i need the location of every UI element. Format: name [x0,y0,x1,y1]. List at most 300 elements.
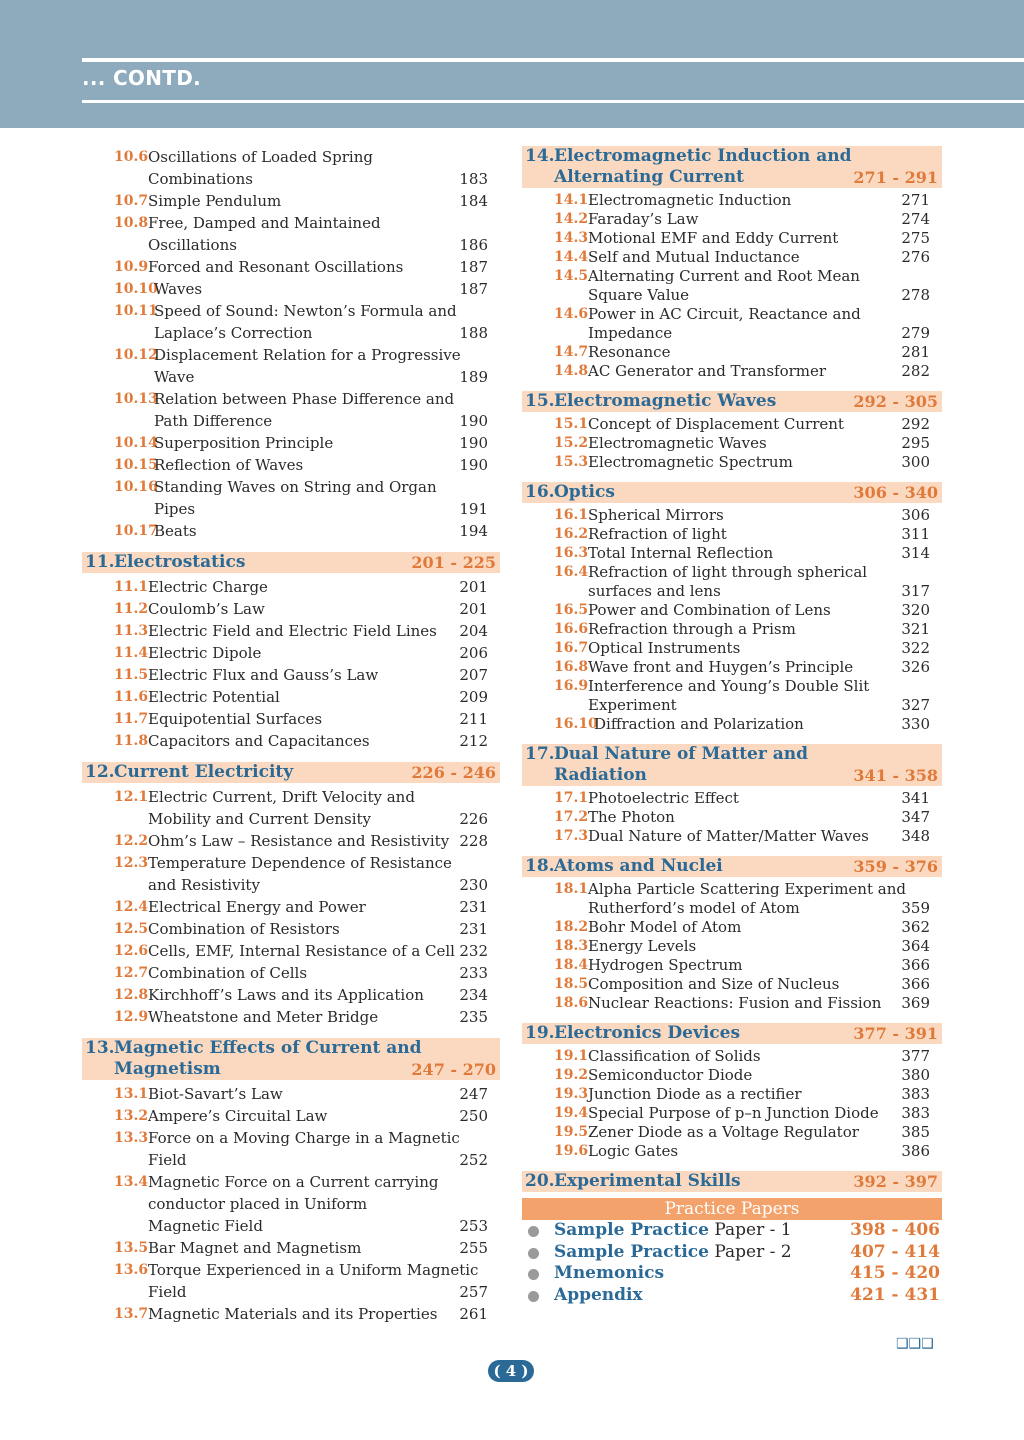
entry-page: 348 [901,827,930,845]
toc-entry [522,937,942,956]
toc-entry [82,190,500,212]
bullet-icon [528,1226,539,1237]
chapter-number: 17. [525,744,555,764]
chapter-number: 16. [525,482,555,502]
entry-title-text: Interference and Young’s Double Slit [588,677,870,695]
entry-title-line [588,324,942,343]
chapter-title-text: Current Electricity [114,762,294,782]
chapter-heading [522,146,942,188]
contents-left-column [82,146,500,1325]
entry-number: 13.1 [114,1086,149,1102]
entry-number: 10.15 [114,457,158,473]
toc-entry [522,563,942,601]
entry-page: 377 [901,1047,930,1065]
entry-title-text: Simple Pendulum [148,192,282,210]
chapter-title-text: Alternating Current [554,167,744,187]
entry-title-text: Reflection of Waves [154,456,304,474]
entry-title-text: Electric Flux and Gauss’s Law [148,666,379,684]
entry-number: 10.17 [114,523,158,539]
toc-entry [82,708,500,730]
entry-number: 16.5 [554,602,589,618]
toc-entry [82,940,500,962]
toc-entry [522,677,942,715]
practice-pages: 415 - 420 [850,1263,940,1283]
toc-entry [82,1105,500,1127]
entry-title-line [588,1123,942,1142]
entry-title-text: Energy Levels [588,937,697,955]
entry-number: 14.3 [554,230,589,246]
entry-number: 14.7 [554,344,589,360]
entry-page: 321 [901,620,930,638]
entry-page: 380 [901,1066,930,1084]
entry-page: 386 [901,1142,930,1160]
chapter-title [522,146,942,188]
chapter-title-line [114,762,500,783]
chapter-title-line [554,856,942,877]
toc-entry [522,362,942,381]
practice-title-bold: Sample Practice [554,1220,709,1240]
entry-title-line [148,212,500,234]
entry-number: 14.2 [554,211,589,227]
entry-title-line [154,344,500,366]
entry-page: 369 [901,994,930,1012]
entry-page: 362 [901,918,930,936]
header-rule-bottom [82,100,1024,103]
entry-page: 385 [901,1123,930,1141]
entry-title-line [148,1105,500,1127]
entry-number: 13.3 [114,1130,149,1146]
entry-title-text: Force on a Moving Charge in a Magnetic [148,1129,460,1147]
entry-number: 18.6 [554,995,589,1011]
contents-right-column [522,146,942,1306]
entry-number: 12.4 [114,899,149,915]
entry-page: 271 [901,191,930,209]
entry-title-line [588,1142,942,1161]
entry-title-line [154,322,500,344]
toc-entry [82,520,500,542]
entry-title-line [154,388,500,410]
toc-entry [82,1303,500,1325]
entry-page: 317 [901,582,930,600]
chapter-title-line [114,552,500,573]
entry-title-text: Alternating Current and Root Mean [588,267,860,285]
entry-title-line [148,940,500,962]
toc-entry [82,300,500,344]
entry-title-text: Combination of Resistors [148,920,340,938]
entry-title-text: surfaces and lens [588,582,721,600]
chapter-title-text: Optics [554,482,615,502]
entry-page: 190 [459,456,488,474]
toc-entry [522,1142,942,1161]
entry-number: 16.1 [554,507,589,523]
entry-title-line [148,1303,500,1325]
entry-number: 19.4 [554,1105,589,1121]
entry-title-line [148,918,500,940]
entry-number: 11.8 [114,733,149,749]
chapter-title [82,552,500,573]
entry-page: 320 [901,601,930,619]
entry-number: 16.4 [554,564,589,580]
toc-entry [522,343,942,362]
chapter-pages: 341 - 358 [853,766,938,785]
entry-title-line [588,620,942,639]
entry-title-line [148,1127,500,1149]
entry-title-line [148,1006,500,1028]
entry-page: 209 [459,688,488,706]
entry-page: 233 [459,964,488,982]
entry-title-line [148,874,500,896]
entry-title-text: Power in AC Circuit, Reactance and [588,305,861,323]
entry-title-text: Capacitors and Capacitances [148,732,370,750]
entry-title-line [148,664,500,686]
toc-entry [82,918,500,940]
entry-title-text: Faraday’s Law [588,210,699,228]
toc-entry [82,146,500,190]
chapter-title-text: Dual Nature of Matter and [554,744,809,764]
entry-title-line [154,278,500,300]
entry-title-line [588,677,942,696]
entry-title-text: Combination of Cells [148,964,308,982]
toc-entry [522,267,942,305]
entry-page: 257 [459,1283,488,1301]
entry-page: 231 [459,898,488,916]
entry-title-text: Semiconductor Diode [588,1066,753,1084]
chapter-number: 13. [85,1038,115,1058]
toc-entry [82,620,500,642]
toc-entry [82,852,500,896]
entry-title-line [588,658,942,677]
entry-title-text: Motional EMF and Eddy Current [588,229,839,247]
chapter-title [522,482,942,503]
entry-title-text: Oscillations of Loaded Spring [148,148,373,166]
entry-page: 383 [901,1104,930,1122]
entry-title-text: Self and Mutual Inductance [588,248,800,266]
entry-title-line [148,576,500,598]
practice-row [522,1263,942,1285]
entry-page: 281 [901,343,930,361]
practice-title [554,1242,792,1264]
entry-number: 10.14 [114,435,158,451]
entry-title-text: Concept of Displacement Current [588,415,844,433]
entry-number: 14.6 [554,306,589,322]
chapter-title-line [114,1038,500,1059]
entry-title-line [148,1193,500,1215]
toc-entry [522,880,942,918]
entry-number: 19.5 [554,1124,589,1140]
entry-number: 11.3 [114,623,149,639]
entry-page: 326 [901,658,930,676]
entry-title-text: Mobility and Current Density [148,810,372,828]
entry-number: 18.1 [554,881,589,897]
chapter-pages: 271 - 291 [853,168,938,187]
entry-number: 13.7 [114,1306,149,1322]
entry-title-text: Relation between Phase Difference and [154,390,455,408]
entry-title-line [148,686,500,708]
toc-entry [522,544,942,563]
entry-title-line [148,808,500,830]
entry-title-line [588,305,942,324]
entry-title-text: Ampere’s Circuital Law [148,1107,328,1125]
chapter-number: 18. [525,856,555,876]
chapter-title-line [554,1023,942,1044]
entry-number: 14.5 [554,268,589,284]
section-spacer [522,381,942,391]
toc-entry [82,598,500,620]
practice-title-bold: Sample Practice [554,1241,709,1262]
chapter-number: 20. [525,1171,555,1191]
toc-entry [522,210,942,229]
entry-number: 16.2 [554,526,589,542]
chapter-pages: 247 - 270 [411,1060,496,1079]
toc-entry [82,1171,500,1237]
entry-title-text: Path Difference [154,412,273,430]
entry-title-text: Zener Diode as a Voltage Regulator [588,1123,859,1141]
practice-title [554,1285,643,1307]
entry-title-line [148,234,500,256]
entry-title-text: Superposition Principle [154,434,334,452]
entry-title-line [148,1083,500,1105]
entry-page: 189 [459,368,488,386]
entry-page: 276 [901,248,930,266]
entry-page: 314 [901,544,930,562]
entry-page: 212 [459,732,488,750]
entry-title-line [588,362,942,381]
entry-number: 13.4 [114,1174,149,1190]
toc-entry [522,620,942,639]
entry-page: 250 [459,1107,488,1125]
entry-title-line [154,300,500,322]
entry-title-text: Junction Diode as a rectifier [588,1085,802,1103]
entry-number: 15.1 [554,416,589,432]
entry-title-text: Nuclear Reactions: Fusion and Fission [588,994,882,1012]
entry-title-text: Wheatstone and Meter Bridge [148,1008,379,1026]
chapter-title [522,744,942,786]
chapter-title-line [554,765,942,786]
chapter-heading [522,744,942,786]
entry-title-text: Experiment [588,696,677,714]
entry-page: 282 [901,362,930,380]
chapter-heading [522,856,942,877]
chapter-pages: 377 - 391 [853,1024,938,1043]
entry-number: 16.10 [554,716,598,732]
header-title: ... CONTD. [82,66,202,90]
entry-title-text: Square Value [588,286,690,304]
entry-title-text: Pipes [154,500,196,518]
entry-page: 383 [901,1085,930,1103]
chapter-heading [82,1038,500,1080]
entry-page: 347 [901,808,930,826]
entry-title-text: Bar Magnet and Magnetism [148,1239,362,1257]
chapter-title [522,1171,942,1192]
entry-number: 16.8 [554,659,589,675]
entry-number: 18.2 [554,919,589,935]
entry-page: 330 [901,715,930,733]
entry-number: 10.12 [114,347,158,363]
entry-number: 11.5 [114,667,149,683]
toc-entry [82,664,500,686]
chapter-title-line [114,1059,500,1080]
toc-entry [82,388,500,432]
entry-page: 292 [901,415,930,433]
practice-papers-list [522,1220,942,1306]
entry-number: 10.11 [114,303,158,319]
entry-page: 322 [901,639,930,657]
entry-title-text: Magnetic Field [148,1217,263,1235]
entry-title-text: Wave [154,368,195,386]
entry-page: 188 [459,324,488,342]
entry-page: 341 [901,789,930,807]
toc-entry [522,305,942,343]
practice-title-rest: Paper - 2 [708,1241,792,1262]
entry-title-line [148,146,500,168]
chapter-pages: 201 - 225 [411,553,496,572]
toc-entry [522,1104,942,1123]
entry-title-line [154,432,500,454]
entry-title-line [588,415,942,434]
entry-title-line [588,229,942,248]
toc-entry [522,1047,942,1066]
toc-entry [522,191,942,210]
chapter-number: 11. [85,552,115,572]
practice-title [554,1220,792,1242]
practice-pages: 407 - 414 [850,1241,940,1262]
entry-title-line [148,1237,500,1259]
entry-number: 15.2 [554,435,589,451]
entry-title-line [148,1171,500,1193]
entry-number: 12.7 [114,965,149,981]
entry-number: 12.6 [114,943,149,959]
toc-entry [522,658,942,677]
chapter-title [522,391,942,412]
practice-pages: 398 - 406 [850,1220,940,1240]
chapter-pages: 392 - 397 [853,1172,938,1191]
chapter-title-text: Electromagnetic Waves [554,391,777,411]
entry-page: 253 [459,1217,488,1235]
entry-title-text: Impedance [588,324,673,342]
entry-title-line [588,975,942,994]
entry-title-text: Equipotential Surfaces [148,710,323,728]
entry-page: 278 [901,286,930,304]
toc-entry [522,994,942,1013]
entry-title-text: Diffraction and Polarization [594,715,804,733]
entry-number: 18.4 [554,957,589,973]
toc-entry [522,415,942,434]
practice-title-bold: Mnemonics [554,1263,665,1283]
section-spacer [82,542,500,552]
entry-title-line [588,1104,942,1123]
entry-number: 12.8 [114,987,149,1003]
entry-number: 16.3 [554,545,589,561]
entry-page: 191 [459,500,488,518]
entry-title-line [588,639,942,658]
chapter-title-text: Radiation [554,765,647,785]
entry-number: 15.3 [554,454,589,470]
entry-title-line [588,286,942,305]
toc-entry [82,1006,500,1028]
entry-page: 183 [459,170,488,188]
entry-title-line [588,1085,942,1104]
entry-title-line [588,994,942,1013]
practice-papers-heading: Practice Papers [522,1198,942,1220]
toc-entry [82,896,500,918]
practice-title-bold: Appendix [554,1284,643,1305]
entry-page: 194 [459,522,488,540]
entry-page: 255 [459,1239,488,1257]
toc-entry [522,808,942,827]
entry-number: 17.1 [554,790,589,806]
entry-title-text: Beats [154,522,197,540]
entry-page: 204 [459,622,488,640]
entry-title-line [588,601,942,620]
entry-number: 19.2 [554,1067,589,1083]
toc-entry [522,434,942,453]
entry-number: 12.3 [114,855,149,871]
header-band [0,0,1024,128]
chapter-title [522,856,942,877]
toc-entry [82,1083,500,1105]
toc-entry [522,229,942,248]
entry-title-text: Electric Charge [148,578,268,596]
entry-number: 16.7 [554,640,589,656]
entry-title-text: and Resistivity [148,876,260,894]
entry-page: 359 [901,899,930,917]
toc-entry [522,639,942,658]
entry-number: 19.1 [554,1048,589,1064]
entry-title-text: Electric Field and Electric Field Lines [148,622,437,640]
toc-entry [82,1127,500,1171]
entry-number: 12.5 [114,921,149,937]
entry-title-text: Logic Gates [588,1142,679,1160]
entry-page: 364 [901,937,930,955]
entry-title-line [588,808,942,827]
entry-title-line [154,410,500,432]
toc-entry [82,1259,500,1303]
entry-title-line [148,1281,500,1303]
chapter-heading [522,1171,942,1192]
entry-title-line [588,1066,942,1085]
entry-page: 366 [901,956,930,974]
entry-number: 16.6 [554,621,589,637]
toc-entry [522,248,942,267]
bullet-icon [528,1269,539,1280]
entry-title-line [588,453,942,472]
entry-title-line [154,454,500,476]
toc-entry [82,432,500,454]
entry-title-text: Hydrogen Spectrum [588,956,743,974]
entry-number: 14.8 [554,363,589,379]
entry-title-line [154,520,500,542]
entry-title-text: Alpha Particle Scattering Experiment and [588,880,906,898]
practice-row [522,1285,942,1307]
toc-entry [522,506,942,525]
entry-title-line [594,715,942,734]
toc-entry [82,642,500,664]
toc-entry [82,830,500,852]
entry-page: 211 [459,710,488,728]
entry-title-text: Electromagnetic Waves [588,434,767,452]
chapter-title-text: Electrostatics [114,552,246,572]
entry-title-line [148,1149,500,1171]
chapter-title-line [554,167,942,188]
chapter-title [82,762,500,783]
entry-title-line [148,642,500,664]
entry-number: 17.3 [554,828,589,844]
toc-entry [82,278,500,300]
entry-title-line [588,191,942,210]
entry-title-text: Laplace’s Correction [154,324,313,342]
entry-title-line [154,366,500,388]
entry-title-text: Electrical Energy and Power [148,898,366,916]
